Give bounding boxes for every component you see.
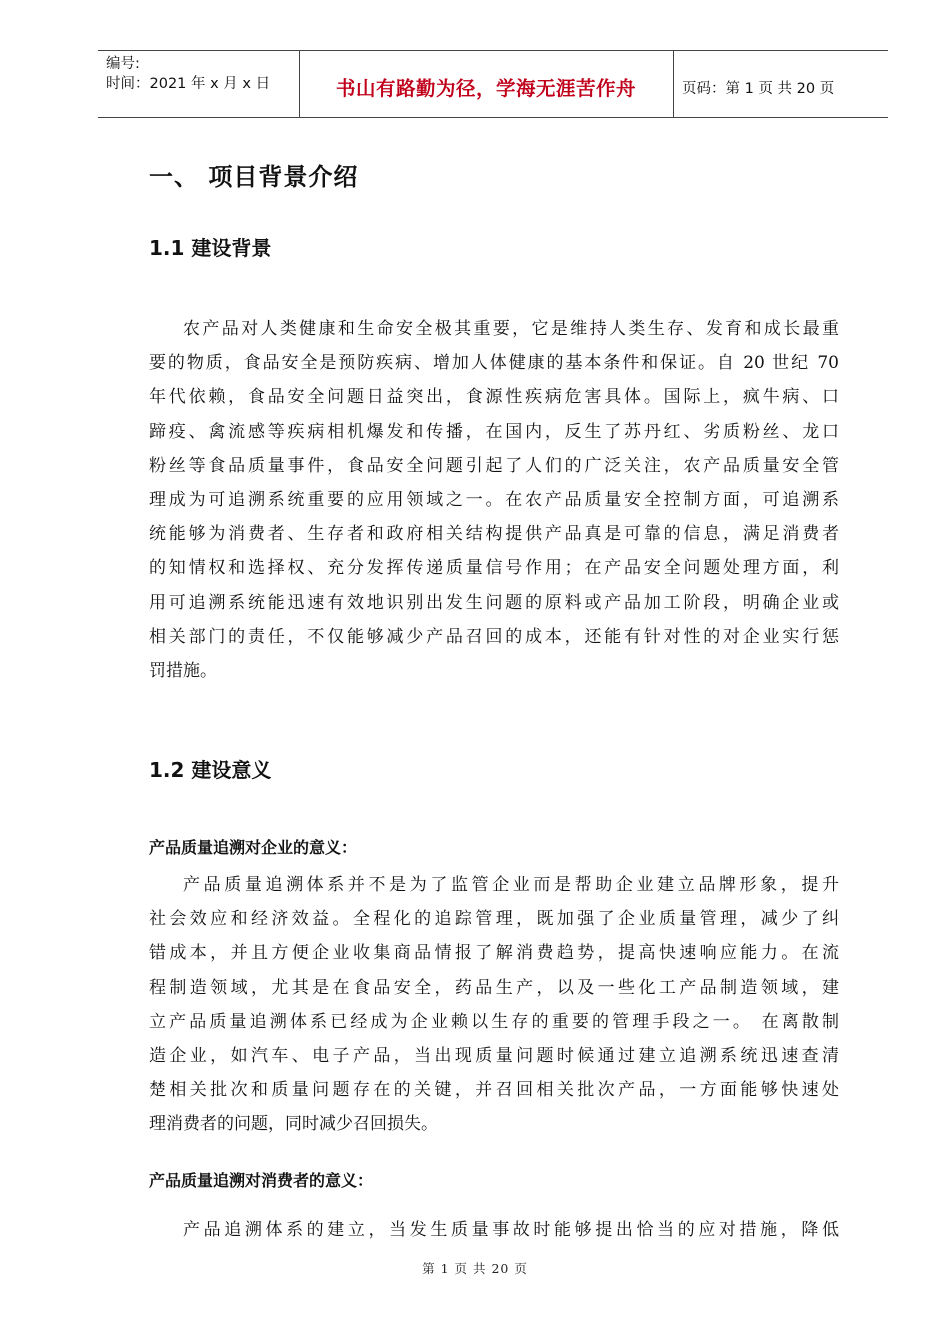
paragraph-line: 统能够为消费者、生存者和政府相关结构提供产品真是可靠的信息，满足消费者	[149, 524, 839, 545]
paragraph-line: 年代依赖，食品安全问题日益突出，食源性疾病危害具体。国际上，疯牛病、口	[149, 387, 839, 408]
paragraph-line: 用可追溯系统能迅速有效地识别出发生问题的原料或产品加工阶段，明确企业或	[149, 592, 839, 613]
paragraph-line: 蹄疫、禽流感等疾病相机爆发和传播，在国内，反生了苏丹红、劣质粉丝、龙口	[149, 421, 839, 442]
enterprise-significance-title: 产品质量追溯对企业的意义：	[149, 838, 358, 857]
header-divider	[673, 51, 674, 117]
header-number-label: 编号:	[106, 56, 140, 72]
paragraph-line: 罚措施。	[149, 660, 217, 681]
paragraph-line: 产品质量追溯体系并不是为了监管企业而是帮助企业建立品牌形象，提升	[183, 875, 839, 895]
paragraph-line: 造企业，如汽车、电子产品，当出现质量问题时候通过建立追溯系统迅速查清	[149, 1045, 839, 1066]
paragraph-enterprise	[149, 868, 839, 1142]
paragraph-line: 粉丝等食品质量事件，食品安全问题引起了人们的广泛关注，农产品质量安全管	[149, 455, 839, 476]
paragraph-line: 楚相关批次和质量问题存在的关键，并召回相关批次产品，一方面能够快速处	[149, 1080, 839, 1101]
paragraph-line: 要的物质，食品安全是预防疾病、增加人体健康的基本条件和保证。自 20 世纪 70	[149, 353, 839, 374]
subsection-title-1-1: 1.1 建设背景	[149, 236, 272, 260]
paragraph-line: 产品追溯体系的建立，当发生质量事故时能够提出恰当的应对措施，降低	[183, 1220, 839, 1240]
paragraph-line: 相关部门的责任，不仅能够减少产品召回的成本，还能有针对性的对企业实行惩	[149, 626, 839, 647]
paragraph-line: 社会效应和经济效益。全程化的追踪管理，既加强了企业质量管理，减少了纠	[149, 909, 839, 930]
paragraph-line: 立产品质量追溯体系已经成为企业赖以生存的重要的管理手段之一。 在离散制	[149, 1011, 839, 1032]
paragraph-consumer	[149, 1213, 839, 1247]
consumer-significance-title: 产品质量追溯对消费者的意义：	[149, 1171, 374, 1190]
header-meta	[106, 54, 270, 94]
header-page-info: 页码：第 1 页 共 20 页	[682, 81, 835, 97]
paragraph-line: 程制造领域，尤其是在食品安全，药品生产，以及一些化工产品制造领域，建	[149, 977, 839, 998]
subsection-title-1-2: 1.2 建设意义	[149, 758, 272, 782]
paragraph-line: 错成本，并且方便企业收集商品情报了解消费趋势，提高快速响应能力。在流	[149, 943, 839, 964]
paragraph-line: 理消费者的问题，同时减少召回损失。	[149, 1114, 438, 1135]
header-motto: 书山有路勤为径，学海无涯苦作舟	[335, 77, 636, 100]
document-header	[98, 50, 888, 118]
paragraph-line: 农产品对人类健康和生命安全极其重要，它是维持人类生存、发育和成长最重	[183, 319, 839, 339]
header-date: 时间：2021 年 x 月 x 日	[106, 76, 271, 92]
paragraph-line: 的知情权和选择权、充分发挥传递质量信号作用；在产品安全问题处理方面，利	[149, 558, 839, 579]
section-title: 一、 项目背景介绍	[149, 163, 359, 191]
page-footer: 第 1 页 共 20 页	[422, 1261, 528, 1276]
paragraph-background	[149, 312, 839, 688]
paragraph-line: 理成为可追溯系统重要的应用领域之一。在农产品质量安全控制方面，可追溯系	[149, 489, 839, 510]
